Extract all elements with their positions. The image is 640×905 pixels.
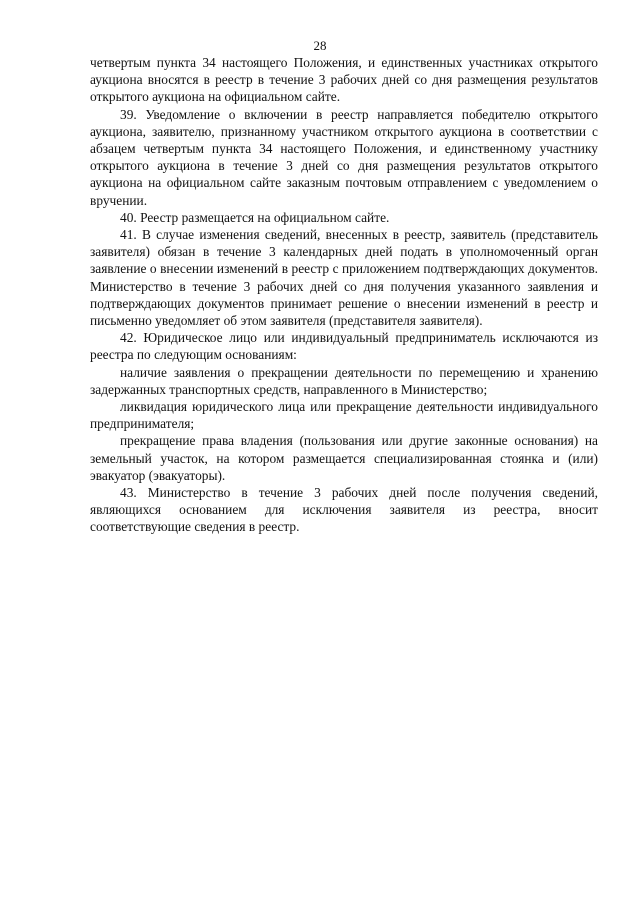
document-body — [90, 54, 598, 536]
paragraph-40: 40. Реестр размещается на официальном сайте. — [120, 209, 390, 225]
paragraph-42-item-2: ликвидация юридического лица или прекращение деятельности индивидуального предпринимателя; — [90, 399, 598, 432]
paragraph-41: 41. В случае изменения сведений, внесенных в реестр, заявитель (представитель заявителя) обязан в течение 3 календарных дней подать в уполномоченный орган заявление о внесении изменений в реестр с приложением подтверждающих документов. Министерство в течение 3 рабочих дней со дня получения указанного заявления и подтверждающих документов принимает решение о внесении изменений в реестр и письменно уведомляет об этом заявителя (представителя заявителя). — [90, 227, 598, 329]
paragraph-43: 43. Министерство в течение 3 рабочих дней после получения сведений, являющихся основанием для исключения заявителя из реестра, вносит соответствующие сведения в реестр. — [90, 485, 598, 535]
paragraph-continuation: четвертым пункта 34 настоящего Положения, и единственных участниках открытого аукциона вносятся в реестр в течение 3 рабочих дней со дня размещения результатов открытого аукциона на официальном сайте. — [90, 55, 598, 105]
page-number: 28 — [313, 38, 327, 53]
paragraph-42-item-1: наличие заявления о прекращении деятельности по перемещению и хранению задержанных транспортных средств, направленного в Министерство; — [90, 364, 598, 397]
paragraph-42: 42. Юридическое лицо или индивидуальный предприниматель исключаются из реестра по следующим основаниям: — [90, 330, 598, 363]
paragraph-39: 39. Уведомление о включении в реестр направляется победителю открытого аукциона, заявителю, признанному участником открытого аукциона в соответствии с абзацем четвертым пункта 34 настоящего Положения, и единственному участнику открытого аукциона в течение 3 дней со дня размещения результатов открытого аукциона на официальном сайте заказным почтовым отправлением с уведомлением о вручении. — [90, 106, 598, 208]
paragraph-42-item-3: прекращение права владения (пользования или другие законные основания) на земельный участок, на котором размещается специализированная стоянка и (или) эвакуатор (эвакуаторы). — [90, 433, 598, 483]
